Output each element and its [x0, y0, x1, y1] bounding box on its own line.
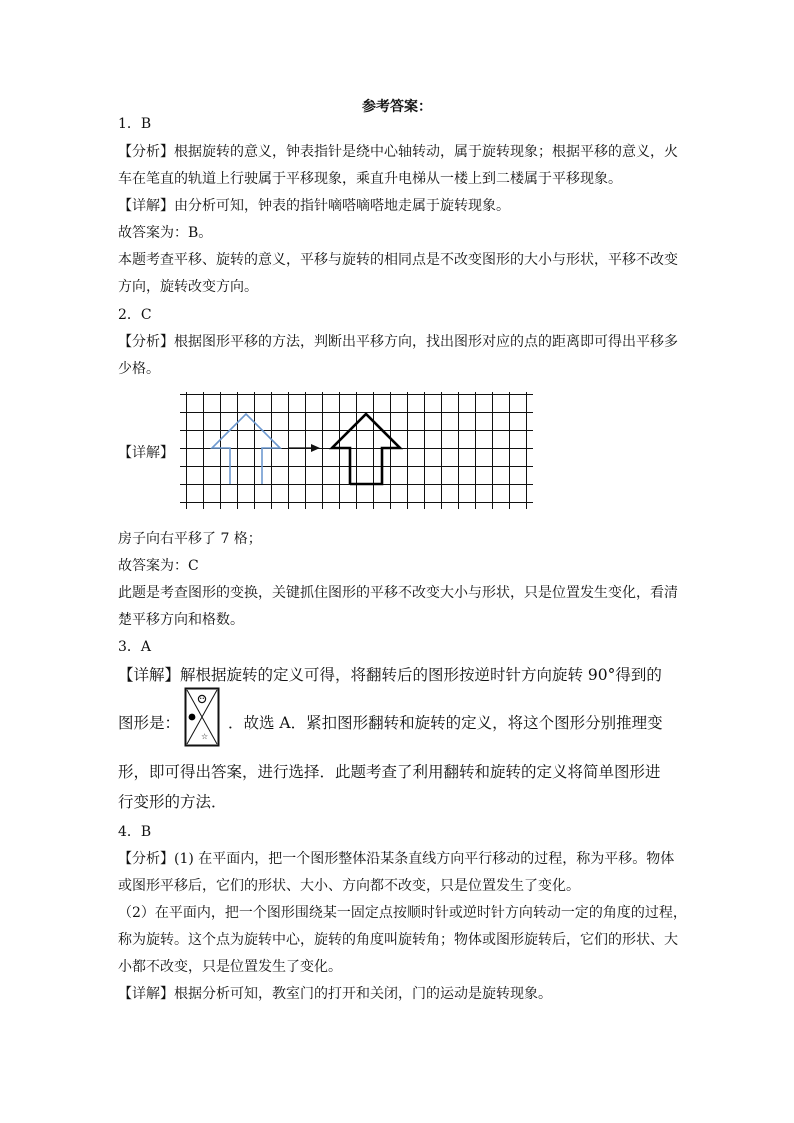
q4-analysis-line-1: 【分析】(1) 在平面内，把一个图形整体沿某条直线方向平行移动的过程，称为平移。物体 — [118, 851, 675, 867]
q3-detail-line-1: 【详解】解根据旋转的定义可得，将翻转后的图形按逆时针方向旋转 90°得到的 — [118, 666, 662, 684]
q2-analysis-line-1: 【分析】根据图形平移的方法，判断出平移方向，找出图形对应的点的距离即可得出平移多 — [118, 334, 678, 350]
page-title: 参考答案： — [362, 99, 432, 115]
q4-analysis-line-5: 小都不改变，只是位置发生了变化。 — [118, 959, 342, 975]
q1-detail: 【详解】由分析可知，钟表的指针嘀嗒嘀嗒地走属于旋转现象。 — [118, 198, 510, 214]
q3-number: 3．A — [118, 639, 152, 655]
star-symbol: ☆ — [201, 732, 209, 741]
q2-note-line-2: 楚平移方向和格数。 — [118, 612, 244, 628]
q2-answer: 故答案为：C — [118, 558, 199, 574]
q1-note-line-2: 方向，旋转改变方向。 — [118, 279, 258, 295]
dot-symbol — [189, 714, 196, 721]
q1-answer: 故答案为：B。 — [118, 225, 213, 241]
q2-result: 房子向右平移了 7 格； — [118, 531, 262, 547]
rotated-figure-image — [184, 687, 220, 747]
q4-number: 4．B — [118, 824, 152, 840]
q4-analysis-line-2: 或图形平移后，它们的形状、大小、方向都不改变，只是位置发生了变化。 — [118, 878, 580, 894]
q2-note-line-1: 此题是考查图形的变换，关键抓住图形的平移不改变大小与形状，只是位置发生变化，看清 — [118, 585, 678, 601]
q2-number: 2．C — [118, 307, 152, 323]
q2-analysis-line-2: 少格。 — [118, 361, 160, 377]
grid-lines — [180, 392, 533, 509]
q1-number: 1．B — [118, 116, 152, 132]
q3-detail-line-2b: ．故选 A．紧扣图形翻转和旋转的定义，将这个图形分别推理变 — [228, 714, 663, 732]
q4-analysis-line-4: 称为旋转。这个点为旋转中心，旋转的角度叫旋转角；物体或图形旋转后，它们的形状、大 — [118, 932, 678, 948]
translation-figure — [118, 388, 538, 512]
q4-detail: 【详解】根据分析可知，教室门的打开和关闭，门的运动是旋转现象。 — [118, 986, 552, 1002]
q2-detail-label: 【详解】 — [118, 445, 174, 461]
translation-arrow-head — [311, 444, 320, 452]
q1-analysis-line-1: 【分析】根据旋转的意义，钟表指针是绕中心轴转动，属于旋转现象；根据平移的意义，火 — [118, 144, 678, 160]
q3-detail-line-2a: 图形是： — [118, 714, 181, 732]
q3-detail-line-4: 行变形的方法． — [118, 793, 227, 811]
q4-analysis-line-3: （2）在平面内，把一个图形围绕某一固定点按顺时针或逆时针方向转动一定的角度的过程， — [118, 905, 687, 921]
q1-analysis-line-2: 车在笔直的轨道上行驶属于平移现象，乘直升电梯从一楼上到二楼属于平移现象。 — [118, 171, 622, 187]
translation-grid — [180, 392, 536, 512]
q1-note-line-1: 本题考查平移、旋转的意义，平移与旋转的相同点是不改变图形的大小与形状，平移不改变 — [118, 252, 678, 268]
q3-detail-line-3: 形，即可得出答案，进行选择．此题考查了利用翻转和旋转的定义将简单图形进 — [118, 763, 661, 781]
